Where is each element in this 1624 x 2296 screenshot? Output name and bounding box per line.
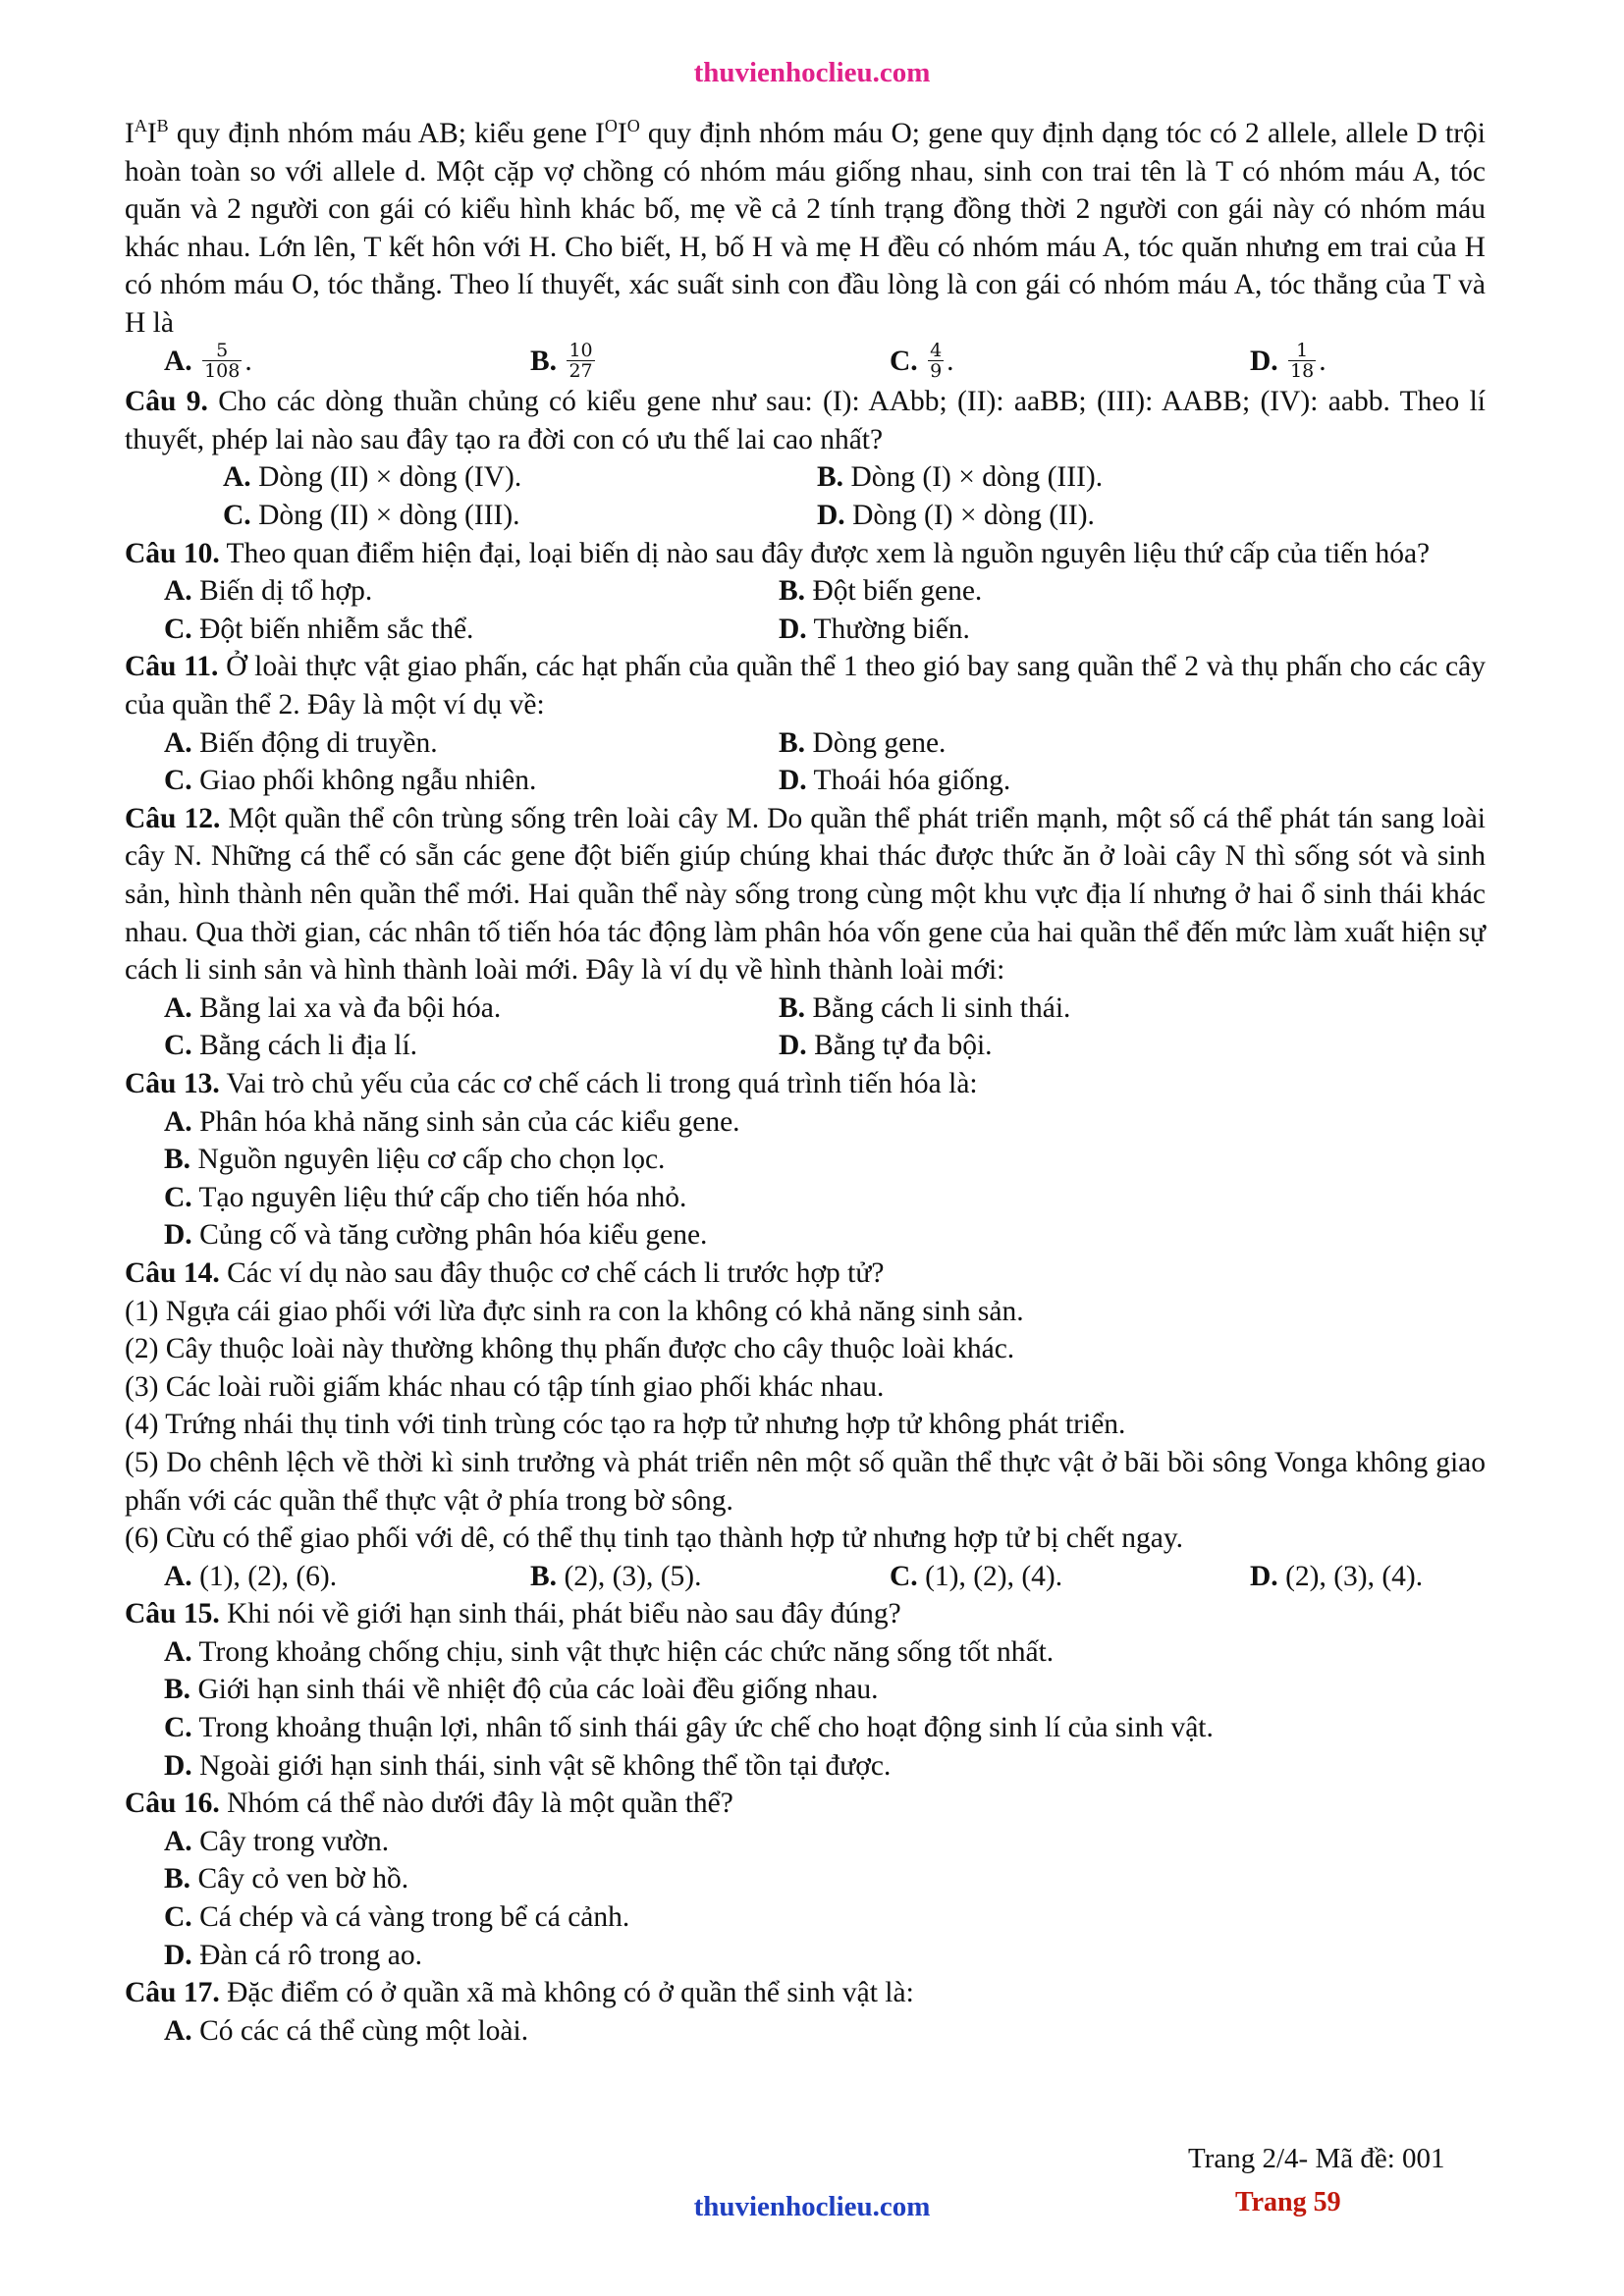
question-15-option-c[interactable] — [125, 1709, 1486, 1747]
option-a[interactable] — [164, 1558, 530, 1596]
option-key: A. — [164, 2014, 192, 2047]
option-key: A. — [164, 1635, 192, 1668]
superscript: A — [134, 116, 147, 136]
option-text: Tạo nguyên liệu thứ cấp cho tiến hóa nhỏ. — [191, 1181, 687, 1213]
denominator: 9 — [930, 360, 943, 383]
fraction — [1288, 341, 1316, 381]
question-text: Vai trò chủ yếu của các cơ chế cách li trong quá trình tiến hóa là: — [219, 1067, 978, 1099]
question-text: Các ví dụ nào sau đây thuộc cơ chế cách li trước hợp tử? — [219, 1256, 885, 1289]
option-key: B. — [779, 991, 806, 1024]
text-run: quy định nhóm máu AB; kiểu gene I — [168, 118, 605, 149]
option-c[interactable] — [890, 1558, 1250, 1596]
option-key: C. — [164, 1181, 192, 1213]
option-key: C. — [890, 1560, 918, 1592]
option-text: Dòng (II) × dòng (III). — [250, 500, 520, 532]
question-text: Ở loài thực vật giao phấn, các hạt phấn của quần thể 1 theo gió bay sang quần thể 2 và thụ phấn cho các cây của quần thể 2. Đây là một ví dụ về: — [125, 651, 1486, 721]
option-c[interactable] — [164, 1027, 779, 1065]
option-text: Trong khoảng chống chịu, sinh vật thực hiện các chức năng sống tốt nhất. — [191, 1635, 1055, 1668]
site-watermark-top: thuvienhoclieu.com — [693, 57, 931, 88]
option-text: Ngoài giới hạn sinh thái, sinh vật sẽ không thể tồn tại được. — [191, 1749, 892, 1782]
option-key: D. — [779, 613, 807, 645]
denominator: 27 — [568, 360, 593, 383]
option-key: B. — [164, 1144, 191, 1176]
question-15-option-d[interactable] — [125, 1747, 1486, 1786]
option-key: B. — [779, 726, 806, 759]
question-14-options — [125, 1558, 1486, 1596]
option-key: D. — [164, 1219, 192, 1252]
option-a[interactable] — [164, 989, 779, 1028]
option-text: Cây trong vườn. — [191, 1825, 390, 1857]
text-run: I — [617, 118, 627, 149]
question-8-continuation — [125, 115, 1486, 343]
question-13-option-d[interactable] — [125, 1216, 1486, 1255]
option-key: C. — [164, 1712, 192, 1744]
question-10 — [125, 535, 1486, 573]
statement-2: (2) Cây thuộc loài này thường không thụ phấn được cho cây thuộc loài khác. — [125, 1333, 1015, 1365]
option-key: C. — [223, 500, 251, 532]
option-d[interactable] — [779, 611, 970, 649]
question-text: Cho các dòng thuần chủng có kiểu gene như sau: (I): AAbb; (II): aaBB; (III): AABB; (IV): aabb. Theo lí thuyết, phép lai nào sau đây tạo ra đời con có ưu thế lai cao nhất? — [125, 386, 1486, 455]
option-b[interactable] — [779, 989, 1070, 1028]
option-key: C. — [164, 1030, 192, 1062]
option-text: Phân hóa khả năng sinh sản của các kiểu gene. — [191, 1105, 740, 1138]
option-text: Giới hạn sinh thái về nhiệt độ của các loài đều giống nhau. — [190, 1674, 879, 1706]
option-tail: . — [1319, 345, 1326, 377]
question-12-options-row-1 — [125, 989, 1486, 1028]
option-text: Dòng (I) × dòng (III). — [843, 461, 1104, 494]
option-tail: . — [947, 345, 954, 377]
option-key: B. — [164, 1674, 191, 1706]
option-c[interactable] — [164, 611, 779, 649]
question-16-option-a[interactable] — [125, 1823, 1486, 1861]
superscript: O — [626, 116, 640, 136]
option-a[interactable] — [223, 458, 817, 497]
option-d[interactable] — [779, 1027, 993, 1065]
site-watermark-bottom: thuvienhoclieu.com — [693, 2191, 931, 2222]
option-d[interactable] — [1250, 340, 1326, 384]
option-b[interactable] — [530, 340, 890, 384]
question-label: Câu 13. — [125, 1067, 220, 1099]
question-17-option-a[interactable] — [125, 2012, 1486, 2051]
option-c[interactable] — [223, 497, 817, 535]
denominator: 18 — [1290, 360, 1315, 383]
question-label: Câu 14. — [125, 1256, 220, 1289]
question-text: Một quần thể côn trùng sống trên loài cây M. Do quần thể phát triển mạnh, một số cá thể phát tán sang loài cây N. Những cá thể có sẵn các gene đột biến giúp chúng khai thác được thức ăn ở loài cây N thì sống sót và sinh sản, hình thành nên quần thể mới. Hai quần thể này sống trong cùng một khu vực địa lí nhưng ở hai ổ sinh thái khác nhau. Qua thời gian, các nhân tố tiến hóa tác động làm phân hóa vốn gene của hai quần thể đến mức làm xuất hiện sự cách li sinh sản và hình thành loài mới. Đây là ví dụ về hình thành loài mới: — [125, 802, 1487, 987]
question-11 — [125, 648, 1486, 723]
option-key: C. — [890, 345, 918, 377]
statement-4: (4) Trứng nhái thụ tinh với tinh trùng cóc tạo ra hợp tử nhưng hợp tử không phát triển. — [125, 1409, 1126, 1441]
option-text: Bằng cách li địa lí. — [191, 1030, 418, 1062]
question-label: Câu 10. — [125, 537, 220, 569]
option-text: (2), (3), (4). — [1277, 1560, 1424, 1592]
option-text: Củng cố và tăng cường phân hóa kiểu gene. — [191, 1219, 708, 1252]
question-label: Câu 17. — [125, 1977, 220, 2009]
statement-1: (1) Ngựa cái giao phối với lừa đực sinh ra con la không có khả năng sinh sản. — [125, 1295, 1024, 1327]
option-a[interactable] — [164, 572, 779, 611]
exam-content — [125, 115, 1486, 2050]
option-text: Biến động di truyền. — [191, 726, 438, 759]
option-key: A. — [164, 1560, 192, 1592]
question-15-option-a[interactable] — [125, 1633, 1486, 1672]
question-text: Khi nói về giới hạn sinh thái, phát biểu nào sau đây đúng? — [219, 1598, 901, 1630]
numerator: 5 — [216, 340, 229, 362]
option-d[interactable] — [1250, 1558, 1423, 1596]
superscript: O — [604, 116, 618, 136]
option-text: Cá chép và cá vàng trong bể cá cảnh. — [191, 1901, 630, 1934]
question-11-options-row-2 — [125, 762, 1486, 800]
option-key: D. — [1250, 1560, 1278, 1592]
option-d[interactable] — [817, 497, 1095, 535]
option-text: Thường biến. — [806, 613, 970, 645]
option-text: (1), (2), (6). — [191, 1560, 338, 1592]
text-run: I — [146, 118, 157, 149]
option-c[interactable] — [890, 340, 1250, 384]
option-key: A. — [164, 726, 192, 759]
question-15-option-b[interactable] — [125, 1671, 1486, 1709]
statement-3: (3) Các loài ruồi giấm khác nhau có tập tính giao phối khác nhau. — [125, 1370, 885, 1403]
question-label: Câu 16. — [125, 1788, 220, 1820]
option-key: D. — [779, 765, 807, 797]
numerator: 4 — [930, 340, 943, 362]
question-13-option-c[interactable] — [125, 1179, 1486, 1217]
option-text: Bằng lai xa và đa bội hóa. — [191, 991, 502, 1024]
option-b[interactable] — [817, 458, 1103, 497]
option-c[interactable] — [164, 762, 779, 800]
question-label: Câu 9. — [125, 386, 208, 418]
text-run: quy định nhóm máu O; gene quy định dạng tóc có 2 allele, allele D trội hoàn toàn so với allele d. Một cặp vợ chồng có nhóm máu giống nhau, sinh con trai tên là T có nhóm máu A, tóc quăn và 2 người con gái có kiểu hình khác bố, mẹ về cả 2 tính trạng đồng thời 2 người con gái này có nhóm máu khác nhau. Lớn lên, T kết hôn với H. Cho biết, H, bố H và mẹ H đều có nhóm máu A, tóc quăn nhưng em trai của H có nhóm máu O, tóc thẳng. Theo lí thuyết, xác suất sinh con đầu lòng là con gái có nhóm máu A, tóc thẳng của T và H là — [125, 118, 1486, 339]
option-text: Trong khoảng thuận lợi, nhân tố sinh thái gây ức chế cho hoạt động sinh lí của sinh vật. — [191, 1712, 1214, 1744]
question-13 — [125, 1065, 1486, 1103]
option-text: (1), (2), (4). — [917, 1560, 1063, 1592]
option-key: D. — [164, 1939, 192, 1971]
question-9-options-row-2 — [125, 497, 1486, 535]
question-13-option-a[interactable] — [125, 1103, 1486, 1142]
question-16-option-d[interactable] — [125, 1937, 1486, 1975]
option-d[interactable] — [779, 762, 1010, 800]
option-text: Cây cỏ ven bờ hồ. — [190, 1863, 409, 1896]
option-key: B. — [530, 1560, 558, 1592]
numerator: 10 — [568, 340, 593, 362]
statement-6: (6) Cừu có thể giao phối với dê, có thể thụ tinh tạo thành hợp tử nhưng hợp tử bị chết ngay. — [125, 1522, 1184, 1555]
question-14 — [125, 1255, 1486, 1293]
question-label: Câu 11. — [125, 651, 219, 683]
option-text: Bằng tự đa bội. — [806, 1030, 993, 1062]
question-text: Theo quan điểm hiện đại, loại biến dị nào sau đây được xem là nguồn nguyên liệu thứ cấp của tiến hóa? — [219, 537, 1431, 569]
option-key: B. — [779, 575, 806, 608]
question-17 — [125, 1974, 1486, 2012]
option-a[interactable] — [164, 724, 779, 763]
option-text: Đàn cá rô trong ao. — [191, 1939, 422, 1971]
option-b[interactable] — [530, 1558, 890, 1596]
option-text: Bằng cách li sinh thái. — [805, 991, 1071, 1024]
option-key: A. — [164, 575, 192, 608]
question-text: Nhóm cá thể nào dưới đây là một quần thể? — [219, 1788, 733, 1820]
option-key: D. — [779, 1030, 807, 1062]
option-key: D. — [817, 500, 845, 532]
option-key: C. — [164, 613, 192, 645]
question-10-options-row-2 — [125, 611, 1486, 649]
statement-5: (5) Do chênh lệch về thời kì sinh trưởng và phát triển nên một số quần thể thực vật ở bãi bồi sông Vonga không giao phấn với các quần thể thực vật ở phía trong bờ sông. — [125, 1446, 1486, 1517]
option-key: B. — [530, 345, 558, 377]
question-16 — [125, 1785, 1486, 1823]
page-footer: Trang 2/4- Mã đề: 001 — [1188, 2143, 1445, 2174]
option-key: A. — [164, 991, 192, 1024]
option-text: Giao phối không ngẫu nhiên. — [191, 765, 537, 797]
question-15 — [125, 1595, 1486, 1633]
option-key: D. — [1250, 345, 1278, 377]
question-12 — [125, 800, 1486, 989]
option-key: A. — [164, 1105, 192, 1138]
option-text: Có các cá thể cùng một loài. — [191, 2014, 529, 2047]
option-key: A. — [164, 1825, 192, 1857]
option-key: B. — [817, 461, 844, 494]
option-key: C. — [164, 765, 192, 797]
question-9 — [125, 383, 1486, 458]
option-text: (2), (3), (5). — [557, 1560, 702, 1592]
denominator: 108 — [204, 360, 241, 383]
option-text: Dòng (II) × dòng (IV). — [250, 461, 522, 494]
fraction — [928, 341, 944, 381]
option-b[interactable] — [779, 572, 982, 611]
superscript: B — [156, 116, 169, 136]
question-16-option-b[interactable] — [125, 1860, 1486, 1898]
question-13-option-b[interactable] — [125, 1141, 1486, 1179]
option-text: Dòng gene. — [805, 726, 947, 759]
option-key: B. — [164, 1863, 191, 1896]
option-text: Đột biến gene. — [805, 575, 983, 608]
option-key: D. — [164, 1749, 192, 1782]
option-text: Biến dị tổ hợp. — [191, 575, 373, 608]
question-16-option-c[interactable] — [125, 1898, 1486, 1937]
numerator: 1 — [1296, 340, 1309, 362]
question-11-options-row-1 — [125, 724, 1486, 763]
question-12-options-row-2 — [125, 1027, 1486, 1065]
option-b[interactable] — [779, 724, 946, 763]
option-key: A. — [223, 461, 251, 494]
option-text: Nguồn nguyên liệu cơ cấp cho chọn lọc. — [190, 1144, 666, 1176]
fraction — [567, 341, 594, 381]
question-label: Câu 15. — [125, 1598, 220, 1630]
question-9-options-row-1 — [125, 458, 1486, 497]
option-tail: . — [244, 345, 252, 377]
question-label: Câu 12. — [125, 802, 221, 834]
option-text: Thoái hóa giống. — [806, 765, 1011, 797]
question-text: Đặc điểm có ở quần xã mà không có ở quần thể sinh vật là: — [219, 1977, 914, 2009]
page-number-stamp: Trang 59 — [1235, 2187, 1341, 2217]
text-run: I — [125, 118, 135, 149]
fraction — [202, 341, 242, 381]
option-a[interactable] — [164, 340, 530, 384]
question-10-options-row-1 — [125, 572, 1486, 611]
option-text: Dòng (I) × dòng (II). — [844, 500, 1095, 532]
option-key: C. — [164, 1901, 192, 1934]
option-text: Đột biến nhiễm sắc thể. — [191, 613, 474, 645]
option-key: A. — [164, 345, 192, 377]
question-8-options — [125, 340, 1486, 384]
